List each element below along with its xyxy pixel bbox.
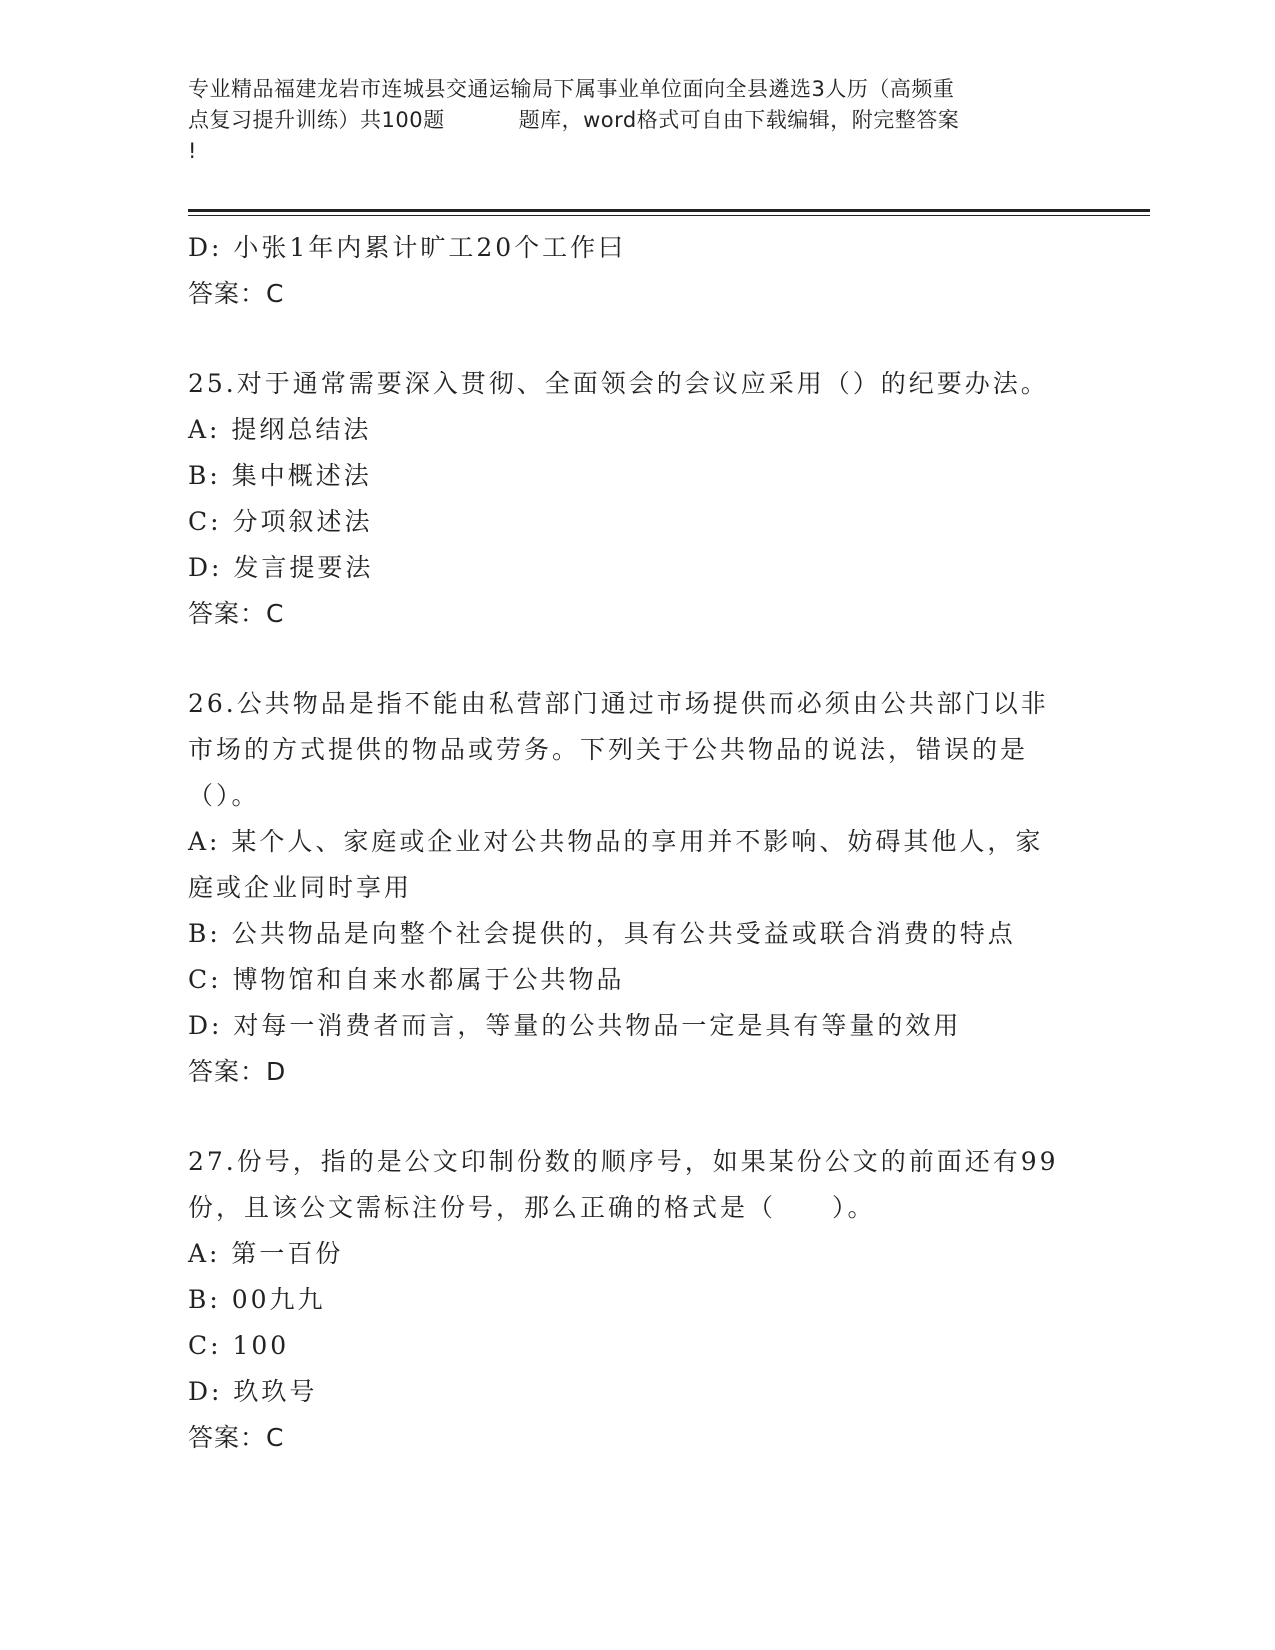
option-b: B: 00九九 [188,1285,326,1314]
question-text: 26.公共物品是指不能由私营部门通过市场提供而必须由公共部门以非 [188,689,1049,718]
document-header [188,74,1088,167]
option-d: D: 玖玖号 [188,1377,318,1406]
option-a: A: 某个人、家庭或企业对公共物品的享用并不影响、妨碍其他人，家 [188,827,1044,856]
previous-question-tail [188,225,1088,317]
question-27 [188,1139,1088,1461]
option-c: C: 博物馆和自来水都属于公共物品 [188,965,625,994]
header-line-3: ! [188,139,197,163]
option-b: B: 公共物品是向整个社会提供的，具有公共受益或联合消费的特点 [188,919,1016,948]
question-25 [188,361,1088,637]
option-c: C: 100 [188,1331,290,1360]
question-26 [188,681,1088,1095]
header-line-2-part-a: 点复习提升训练）共100题 [188,108,445,132]
answer-line: 答案：D [188,1057,287,1086]
option-c: C: 分项叙述法 [188,507,373,536]
header-line-2 [188,105,1088,136]
question-text: 市场的方式提供的物品或劳务。下列关于公共物品的说法，错误的是 [188,735,1029,764]
document-body [188,225,1088,1461]
question-text: （）。 [188,781,260,810]
question-text: 27.份号，指的是公文印制份数的顺序号，如果某份公文的前面还有99 [188,1147,1059,1176]
question-text: 份，且该公文需标注份号，那么正确的格式是（ ）。 [188,1193,876,1222]
option-a: A: 第一百份 [188,1239,344,1268]
answer-line: 答案：C [188,599,285,628]
option-a-continued: 庭或企业同时享用 [188,873,413,902]
header-line-2-part-b: 题库，word格式可自由下载编辑，附完整答案 [518,108,960,132]
question-text: 25.对于通常需要深入贯彻、全面领会的会议应采用（）的纪要办法。 [188,369,1049,398]
option-b: B: 集中概述法 [188,461,372,490]
option-d: D: 对每一消费者而言，等量的公共物品一定是具有等量的效用 [188,1011,962,1040]
header-divider-thick [188,209,1150,212]
option-d: D: 小张1年内累计旷工20个工作曰 [188,233,627,262]
option-a: A: 提纲总结法 [188,415,372,444]
option-d: D: 发言提要法 [188,553,374,582]
answer-line: 答案：C [188,279,285,308]
header-line-1: 专业精品福建龙岩市连城县交通运输局下属事业单位面向全县遴选3人历（高频重 [188,77,955,101]
answer-line: 答案：C [188,1423,285,1452]
header-divider-thin [188,215,1150,216]
